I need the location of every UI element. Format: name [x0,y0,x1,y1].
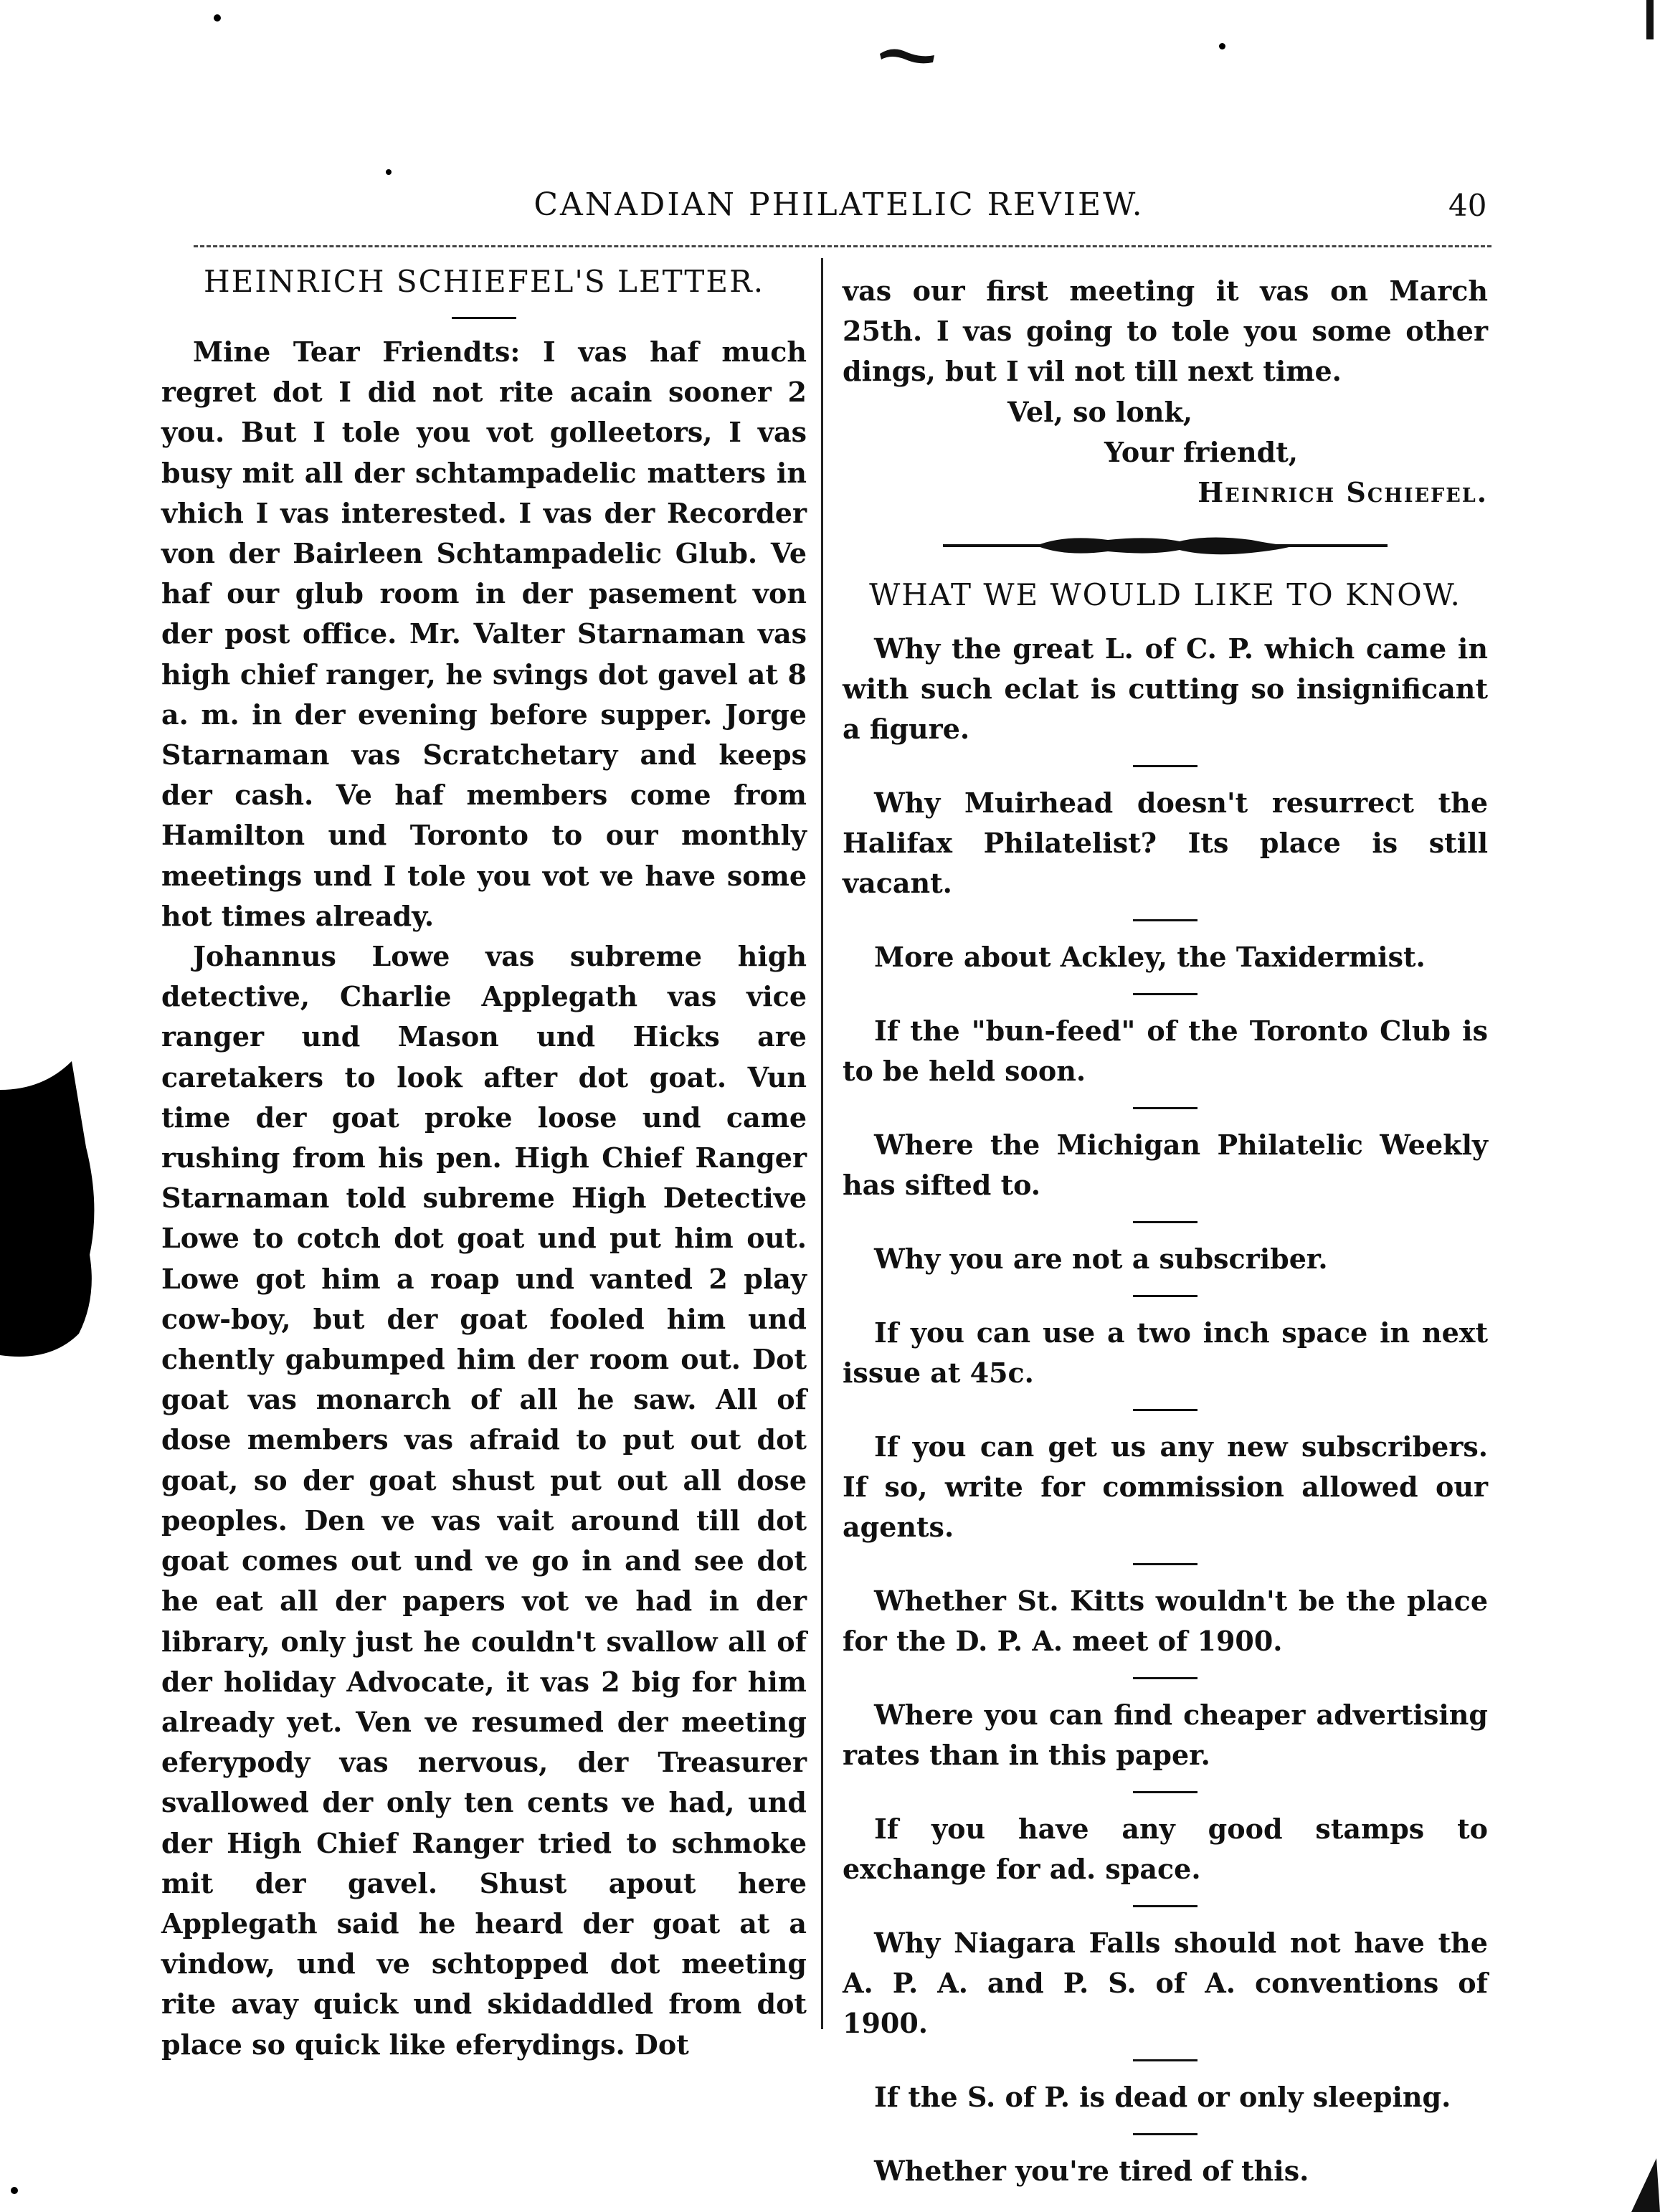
question-separator [1133,1107,1197,1109]
question-item: If you can get us any new subscribers. If so, write for commission allowed our agents. [843,1430,1488,1543]
left-column [161,264,807,2065]
scan-speck [214,14,221,22]
letter-paragraph: Mine Tear Friendts: I vas haf much regret dot I did not rite acain sooner 2 you. But I tole you vot golleetors, I vas busy mit all der schtampadelic matters in vhich I vas interested. I vas der Recorder von der Bairleen Schtampadelic Glub. Ve haf our glub room in der pasement von der post office. Mr. Valter Starnaman vas high chief ranger, he svings dot gavel at 8 a. m. in der evening before supper. Jorge Starnaman vas Scratchetary and keeps der cash. Ve haf members come from Hamilton und Toronto to our monthly meetings und I tole you vot ve have some hot times already. [161,336,807,932]
letter-signature: Heinrich Schiefel. [1197,475,1488,508]
scan-mark [878,39,936,68]
letter-closing: Vel, so lonk, [1007,395,1193,428]
question-item: If you have any good stamps to exchange for ad. space. [843,1812,1488,1885]
header-rule [194,245,1491,247]
column-divider [821,258,823,2029]
question-item: If you can use a two inch space in next issue at 45c. [843,1316,1488,1389]
question-item: Where you can find cheaper advertising rates than in this paper. [843,1698,1488,1771]
scan-speck [11,2187,18,2194]
question-separator [1133,1563,1197,1565]
question-separator [1133,1677,1197,1679]
question-item: Why Muirhead doesn't resurrect the Halifax Philatelist? Its place is still vacant. [843,786,1488,899]
question-separator [1133,1221,1197,1223]
question-item: Why Niagara Falls should not have the A. P. A. and P. S. of A. conventions of 1900. [843,1926,1488,2039]
right-column [843,271,1488,2191]
title-rule [452,317,516,319]
letter-valediction: Your friendt, [1104,435,1299,468]
questions-title: WHAT WE WOULD LIKE TO KNOW. [869,576,1461,612]
question-separator [1133,765,1197,767]
question-separator [1133,1295,1197,1297]
question-separator [1133,1791,1197,1793]
question-separator [1133,919,1197,921]
question-item: If the "bun-feed" of the Toronto Club is to be held soon. [843,1014,1488,1087]
question-separator [1133,1905,1197,1907]
question-separator [1133,2059,1197,2061]
running-head-title: CANADIAN PHILATELIC REVIEW. [533,186,1144,223]
question-separator [1133,993,1197,995]
question-separator [1133,2133,1197,2135]
scan-speck [1219,43,1225,49]
question-item: Where the Michigan Philatelic Weekly has sifted to. [843,1128,1488,1201]
scan-mark [1642,0,1660,43]
question-separator [1133,1409,1197,1411]
question-item: If the S. of P. is dead or only sleeping. [874,2080,1451,2113]
question-item: Whether St. Kitts wouldn't be the place for the D. P. A. meet of 1900. [843,1584,1488,1657]
question-item: Why you are not a subscriber. [874,1242,1328,1275]
letter-paragraph: Johannus Lowe vas subreme high detective, Charlie Applegath vas vice ranger und Mason und Hicks are caretakers to look after dot goat. Vun time der goat proke loose und came rushing from his pen. High Chief Ranger Starnaman told subreme High Detective Lowe to cotch dot goat und put him out. Lowe got him a roap und vanted 2 play cow-boy, but der goat fooled him und chently gabumped him der room out. Dot goat vas monarch of all he saw. All of dose members vas afraid to put out dot goat, so der goat shust put out all dose peoples. Den ve vas vait around till dot goat comes out und ve go in and see dot he eat all der papers vot ve had in der library, only just he couldn't svallow all of der holiday Advocate, it vas 2 big for him already yet. Ven ve resumed der meeting eferypody vas nervous, der Treasurer svallowed der only ten cents ve had, und der High Chief Ranger tried to schmoke mit der gavel. Shust apout here Applegath said he heard der goat at a vindow, und ve schtopped dot meeting rite avay quick und skidaddled from dot place so quick like eferydings. Dot [161,940,807,2061]
questions-list [843,629,1488,2191]
letter-continuation: vas our first meeting it vas on March 25th. I vas going to tole you some other dings, but I vil not till next time. [843,275,1488,388]
page-number: 40 [1448,188,1487,223]
punched-hole-blot [0,1061,100,1362]
scan-speck [386,169,392,175]
letter-title: HEINRICH SCHIEFEL'S LETTER. [203,264,765,299]
ornament-divider [850,531,1481,560]
scan-mark [1628,2158,1660,2212]
question-item: Why the great L. of C. P. which came in with such eclat is cutting so insignificant a figure. [843,632,1488,745]
question-item: More about Ackley, the Taxidermist. [874,940,1426,973]
question-item: Whether you're tired of this. [874,2154,1309,2187]
